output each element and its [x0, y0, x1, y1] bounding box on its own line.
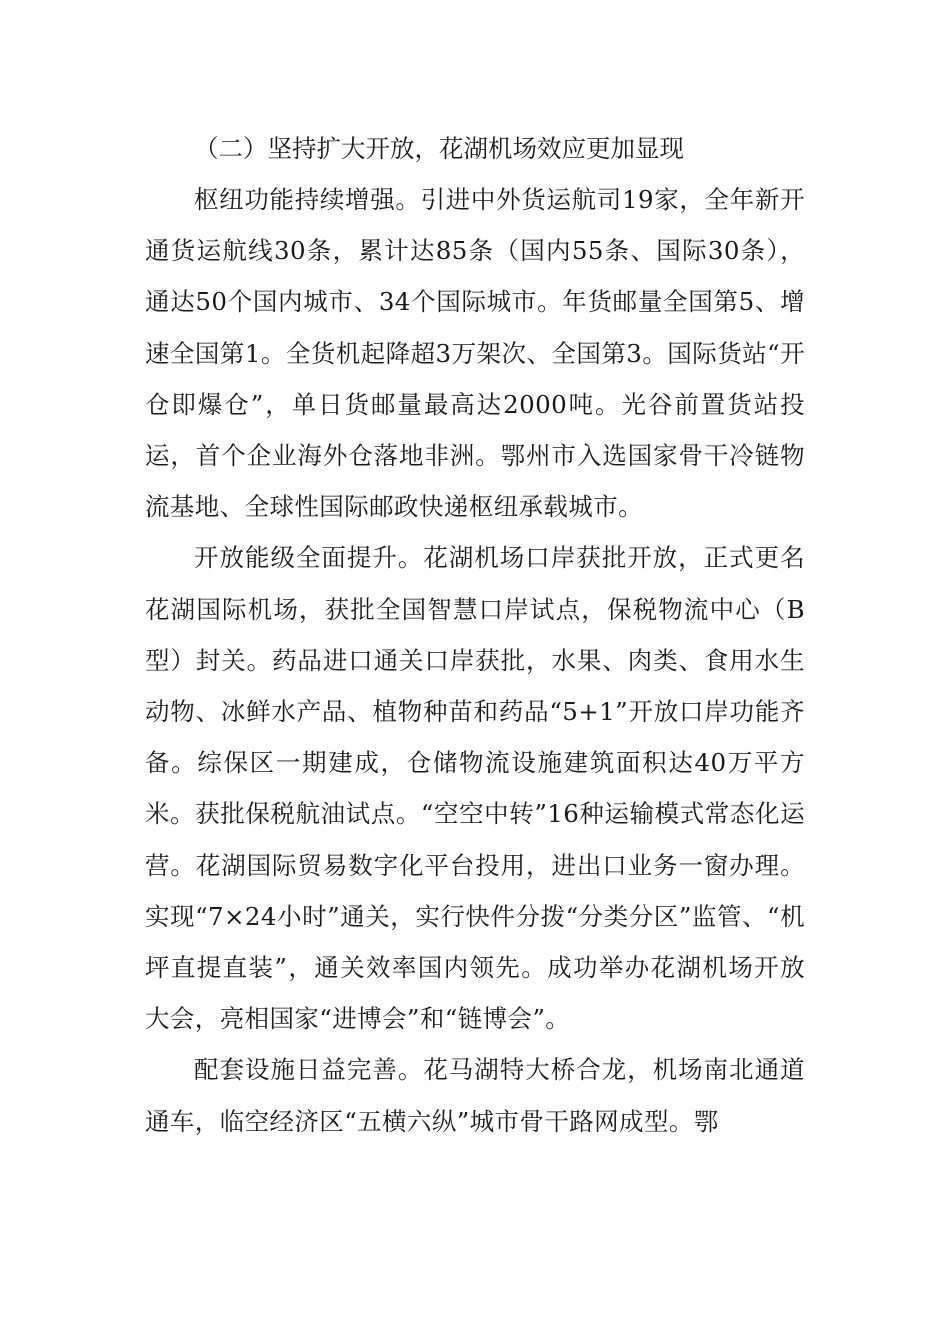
- paragraph-supporting-facilities: 配套设施日益完善。花马湖特大桥合龙，机场南北通道通车，临空经济区“五横六纵”城市骨干路网成型。鄂: [145, 1055, 805, 1136]
- document-page: [145, 123, 805, 1147]
- paragraph-opening-level: 开放能级全面提升。花湖机场口岸获批开放，正式更名花湖国际机场，获批全国智慧口岸试点，保税物流中心（B型）封关。药品进口通关口岸获批，水果、肉类、食用水生动物、冰鲜水产品、植物种苗和药品“5+1”开放口岸功能齐备。综保区一期建成，仓储物流设施建筑面积达40万平方米。获批保税航油试点。“空空中转”16种运输模式常态化运营。花湖国际贸易数字化平台投用，进出口业务一窗办理。实现“7×24小时”通关，实行快件分拨“分类分区”监管、“机坪直提直装”，通关效率国内领先。成功举办花湖机场开放大会，亮相国家“进博会”和“链博会”。: [145, 543, 805, 1034]
- section-heading: （二）坚持扩大开放，花湖机场效应更加显现: [194, 134, 684, 163]
- paragraph-hub-function: 枢纽功能持续增强。引进中外货运航司19家，全年新开通货运航线30条，累计达85条（国内55条、国际30条），通达50个国内城市、34个国际城市。年货邮量全国第5、增速全国第1。全货机起降超3万架次、全国第3。国际货站“开仓即爆仓”，单日货邮量最高达2000吨。光谷前置货站投运，首个企业海外仓落地非洲。鄂州市入选国家骨干冷链物流基地、全球性国际邮政快递枢纽承载城市。: [145, 185, 805, 522]
